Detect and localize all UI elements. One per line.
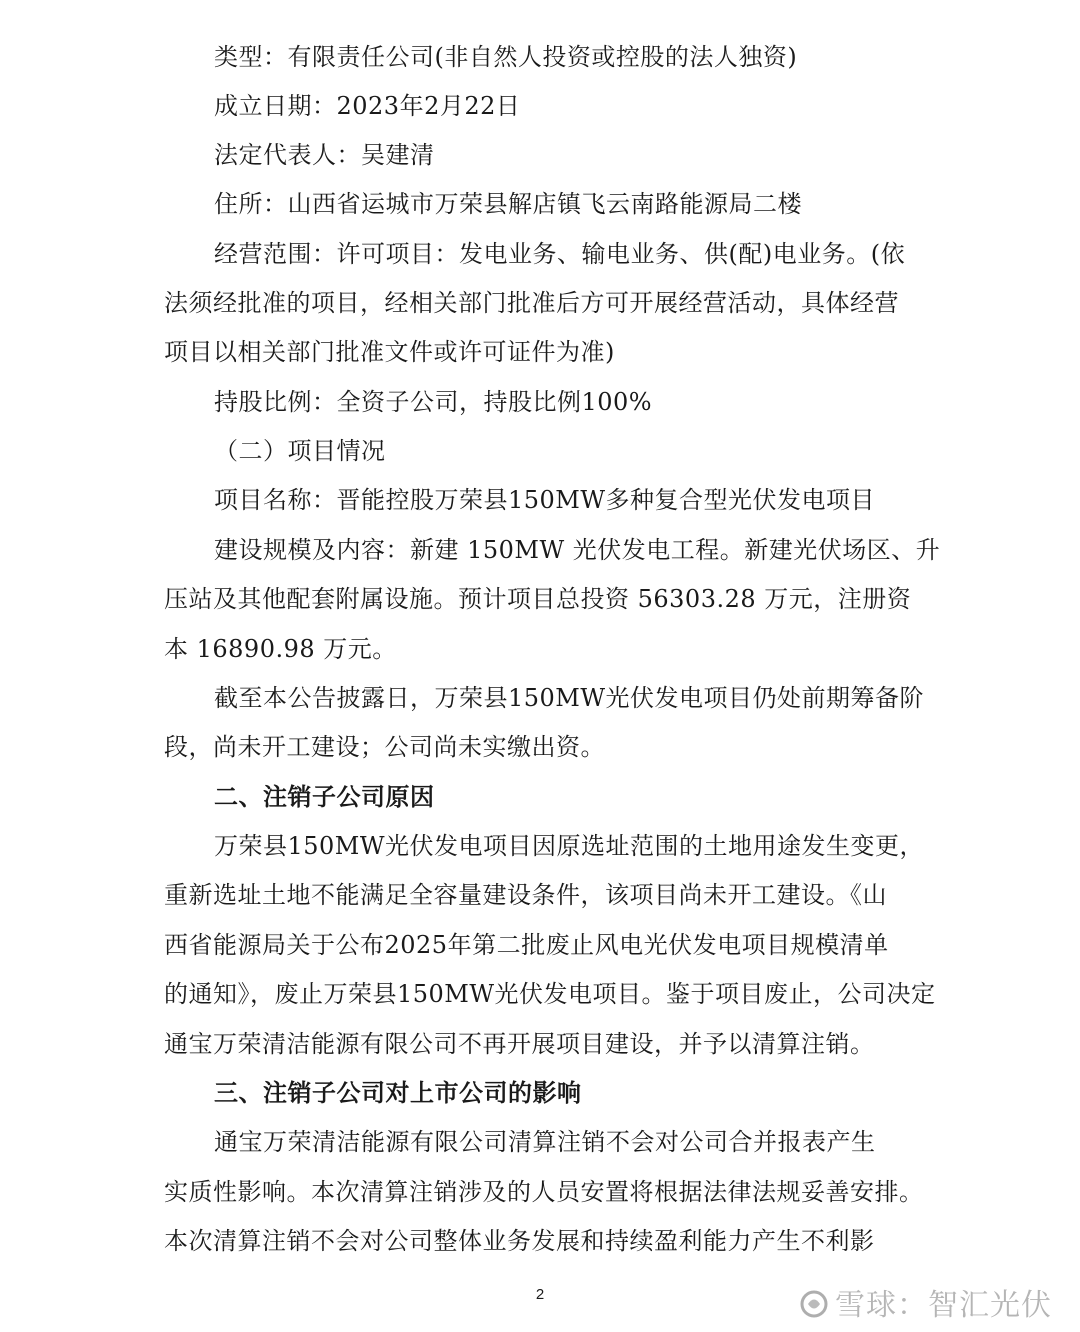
- text-line: 截至本公告披露日，万荣县150MW光伏发电项目仍处前期筹备阶: [214, 684, 925, 712]
- text-line: 本 16890.98 万元。: [164, 635, 397, 663]
- watermark-text: 雪球：智汇光伏: [835, 1288, 1052, 1323]
- text-line: 的通知》，废止万荣县150MW光伏发电项目。鉴于项目废止，公司决定: [164, 980, 936, 1008]
- snowball-logo-icon: [799, 1289, 829, 1319]
- text-line: 建设规模及内容：新建 150MW 光伏发电工程。新建光伏场区、升: [214, 536, 941, 564]
- text-line: 重新选址土地不能满足全容量建设条件，该项目尚未开工建设。《山: [164, 881, 887, 909]
- text-line: 成立日期：2023年2月22日: [214, 92, 521, 120]
- section-heading-2: 二、注销子公司原因: [214, 783, 435, 811]
- text-line: 压站及其他配套附属设施。预计项目总投资 56303.28 万元，注册资: [164, 585, 912, 613]
- section-subheading: （二）项目情况: [214, 437, 386, 465]
- text-line: 实质性影响。本次清算注销涉及的人员安置将根据法律法规妥善安排。: [164, 1178, 924, 1206]
- text-line: 西省能源局关于公布2025年第二批废止风电光伏发电项目规模清单: [164, 931, 889, 959]
- text-line: 持股比例：全资子公司，持股比例100%: [214, 388, 653, 416]
- page-number: 2: [535, 1286, 545, 1303]
- watermark: [799, 1280, 1052, 1324]
- text-line: 住所：山西省运城市万荣县解店镇飞云南路能源局二楼: [214, 190, 802, 218]
- text-line: 项目名称：晋能控股万荣县150MW多种复合型光伏发电项目: [214, 486, 876, 514]
- text-line: 法须经批准的项目，经相关部门批准后方可开展经营活动，具体经营: [164, 289, 899, 317]
- text-line: 通宝万荣清洁能源有限公司不再开展项目建设，并予以清算注销。: [164, 1030, 875, 1058]
- section-heading-3: 三、注销子公司对上市公司的影响: [214, 1079, 582, 1107]
- text-line: 万荣县150MW光伏发电项目因原选址范围的土地用途发生变更，: [214, 832, 925, 860]
- text-line: 法定代表人：吴建清: [214, 141, 435, 169]
- text-line: 项目以相关部门批准文件或许可证件为准): [164, 338, 615, 366]
- text-line: 段，尚未开工建设；公司尚未实缴出资。: [164, 733, 605, 761]
- text-line: 类型：有限责任公司(非自然人投资或控股的法人独资): [214, 43, 798, 71]
- text-line: 通宝万荣清洁能源有限公司清算注销不会对公司合并报表产生: [214, 1128, 876, 1156]
- text-line: 本次清算注销不会对公司整体业务发展和持续盈利能力产生不利影: [164, 1227, 875, 1255]
- text-line: 经营范围：许可项目：发电业务、输电业务、供(配)电业务。(依: [214, 240, 906, 268]
